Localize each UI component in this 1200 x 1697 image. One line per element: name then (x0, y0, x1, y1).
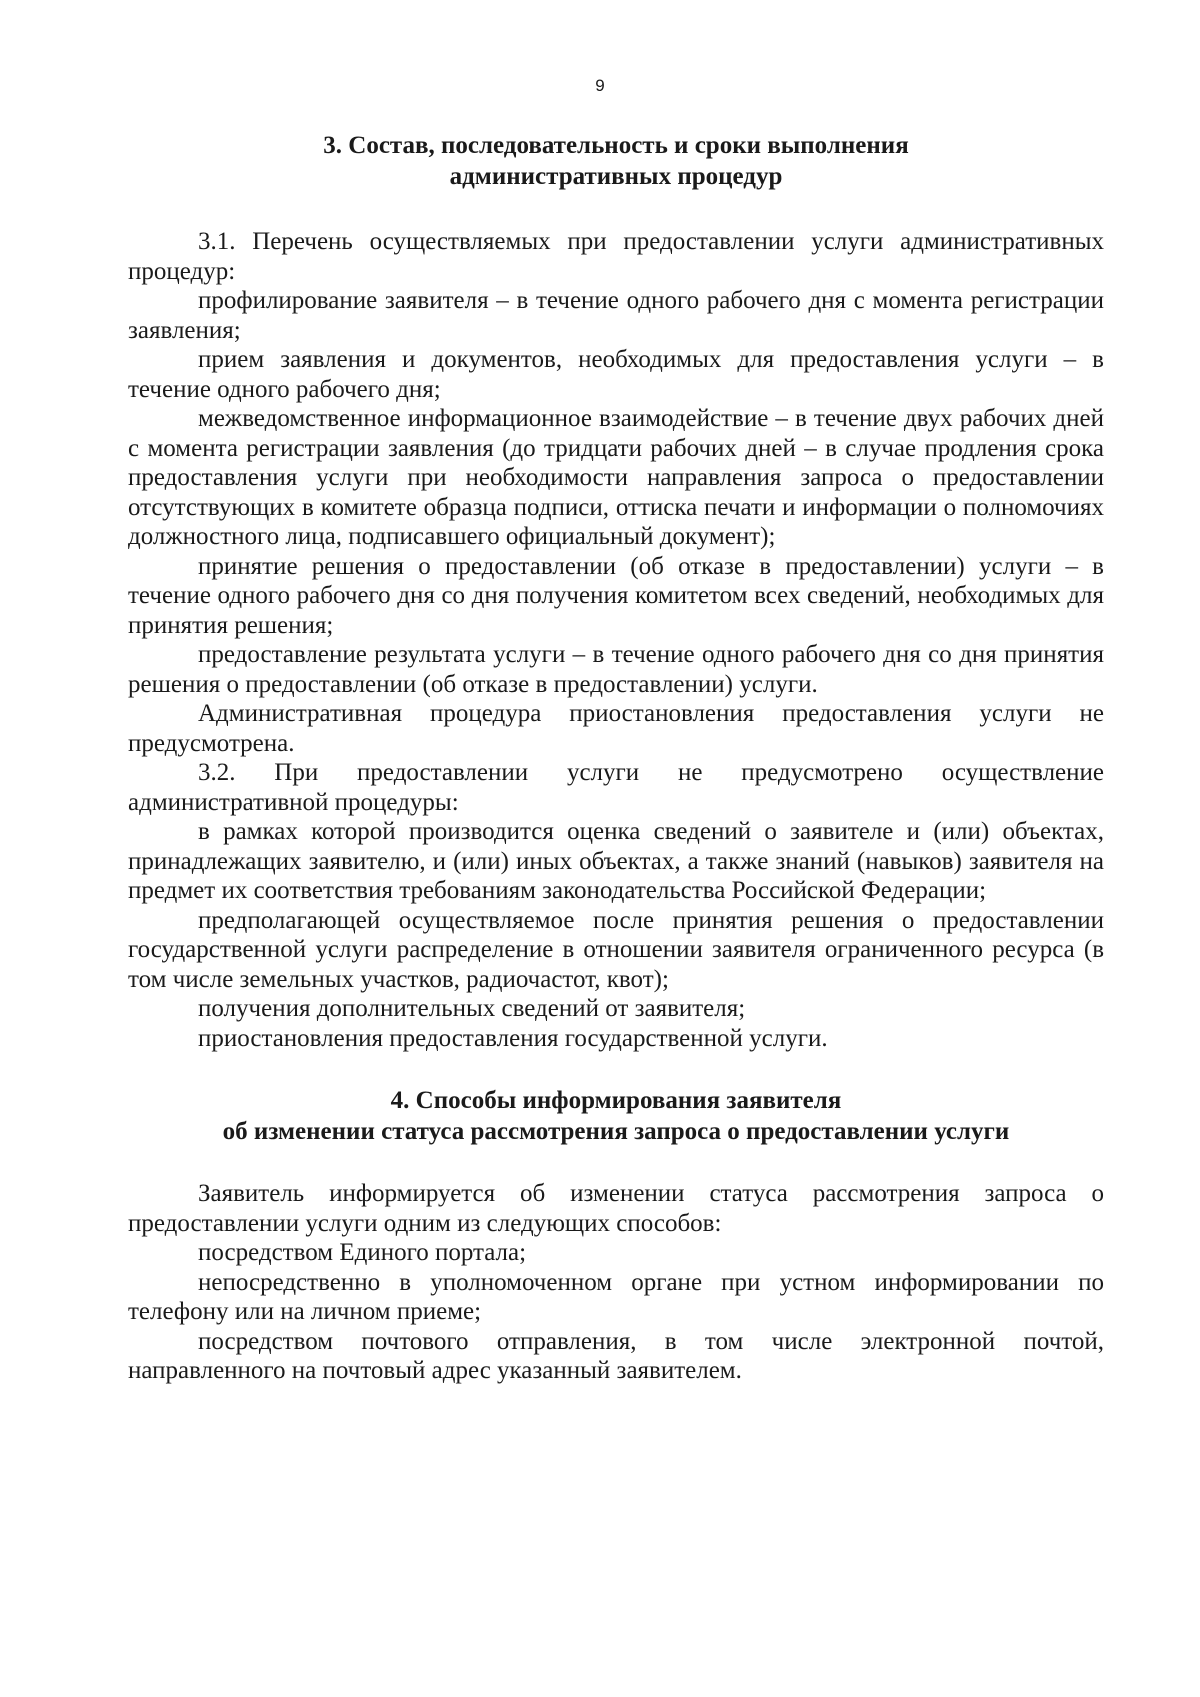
list-item-assessment: в рамках которой производится оценка сведений о заявителе и (или) объектах, принадлежащих заявителю, и (или) иных объектах, а также знаний (навыков) заявителя на предмет их соответствия требованиям законодательства Российской Федерации; (128, 818, 1104, 904)
list-item-profiling: профилирование заявителя – в течение одного рабочего дня с момента регистрации заявления; (128, 287, 1104, 344)
section-4-body (128, 1179, 1104, 1386)
list-item-single-portal: посредством Единого портала; (198, 1239, 527, 1266)
list-item-additional-info: получения дополнительных сведений от заявителя; (198, 995, 746, 1022)
section-3-body (128, 227, 1104, 1053)
section-3-heading (128, 130, 1104, 192)
paragraph-3-1: 3.1. Перечень осуществляемых при предоставлении услуги административных процедур: (128, 228, 1104, 285)
list-item-resource-allocation: предполагающей осуществляемое после принятия решения о предоставлении государственной услуги распределение в отношении заявителя ограниченного ресурса (в том числе земельных участков, радиочастот, квот); (128, 906, 1104, 993)
list-item-result-delivery: предоставление результата услуги – в течение одного рабочего дня со дня принятия решения о предоставлении (об отказе в предоставлении) услуги. (128, 641, 1104, 698)
section-4-heading-line-2: об изменении статуса рассмотрения запроса о предоставлении услуги (222, 1118, 1010, 1145)
section-4-heading-line-1: 4. Способы информирования заявителя (390, 1087, 842, 1114)
list-item-in-person: непосредственно в уполномоченном органе при устном информировании по телефону или на личном приеме; (128, 1268, 1104, 1325)
section-4-heading (128, 1085, 1104, 1147)
document-body (128, 130, 1104, 1386)
section-3-heading-line-1: 3. Состав, последовательность и сроки выполнения (323, 132, 909, 159)
paragraph-suspension: Административная процедура приостановления предоставления услуги не предусмотрена. (128, 700, 1104, 757)
list-item-application-intake: прием заявления и документов, необходимых для предоставления услуги – в течение одного рабочего дня; (128, 346, 1104, 403)
paragraph-informing-methods: Заявитель информируется об изменении статуса рассмотрения запроса о предоставлении услуги одним из следующих способов: (128, 1180, 1104, 1237)
list-item-interagency-interaction: межведомственное информационное взаимодействие – в течение двух рабочих дней с момента регистрации заявления (до тридцати рабочих дней – в случае продления срока предоставления услуги при необходимости направления запроса о предоставлении отсутствующих в комитете образца подписи, оттиска печати и информации о полномочиях должностного лица, подписавшего официальный документ); (128, 405, 1104, 550)
list-item-postal: посредством почтового отправления, в том числе электронной почтой, направленного на почтовый адрес указанный заявителем. (128, 1327, 1104, 1384)
page-number: 9 (595, 76, 605, 95)
list-item-decision: принятие решения о предоставлении (об отказе в предоставлении) услуги – в течение одного рабочего дня со дня получения комитетом всех сведений, необходимых для принятия решения; (128, 552, 1104, 639)
paragraph-3-2: 3.2. При предоставлении услуги не предусмотрено осуществление административной процедуры: (128, 759, 1104, 816)
section-3-heading-line-2: административных процедур (449, 163, 783, 190)
list-item-service-suspension: приостановления предоставления государственной услуги. (198, 1024, 828, 1052)
